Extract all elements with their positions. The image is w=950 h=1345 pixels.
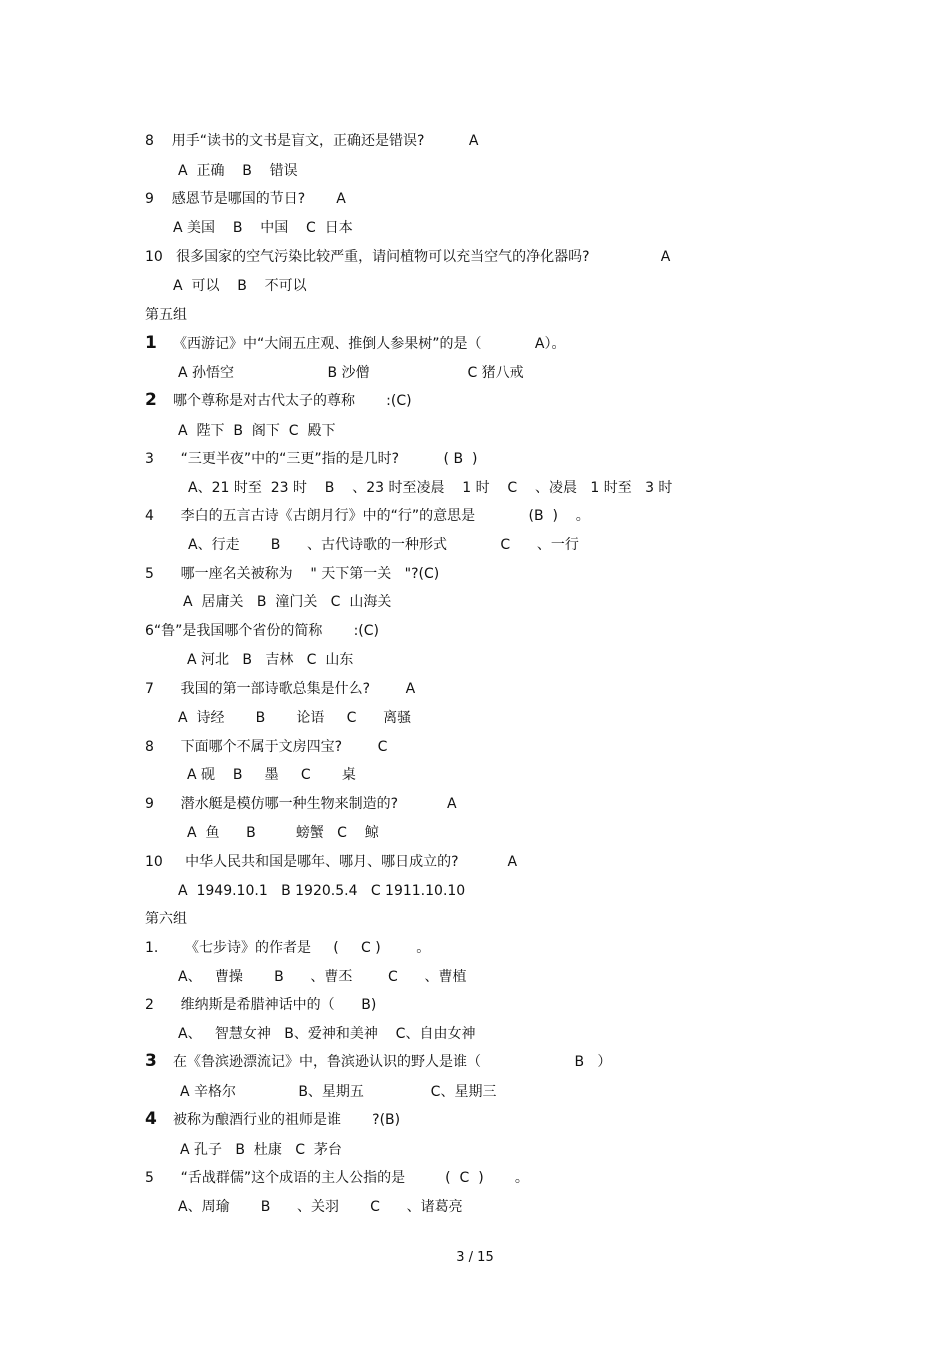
line-text: A、21 时至 23 时 B 、23 时至凌晨 1 时 C 、凌晨 1 时至 3 时	[188, 480, 673, 496]
answer-options-line	[183, 593, 391, 611]
question-line	[145, 391, 412, 410]
question-line	[145, 190, 346, 208]
question-number: 3	[145, 1051, 157, 1071]
answer-options-line	[173, 219, 353, 237]
line-text: 5 哪一座名关被称为 " 天下第一关 "?(C)	[145, 566, 440, 582]
line-text: 9 感恩节是哪国的节日? A	[145, 191, 346, 207]
line-text: A 美国 B 中国 C 日本	[173, 220, 353, 236]
question-line	[145, 1169, 529, 1187]
line-text: A、行走 B 、古代诗歌的一种形式 C 、一行	[188, 537, 579, 553]
answer-options-line	[178, 1025, 475, 1043]
line-text: A 鱼 B 螃蟹 C 鲸	[187, 825, 379, 841]
line-text: 4 李白的五言古诗《古朗月行》中的“行”的意思是 (B ) 。	[145, 508, 590, 524]
group-heading	[145, 306, 187, 324]
question-line	[145, 248, 670, 266]
answer-options-line	[187, 651, 353, 669]
question-line	[145, 939, 430, 957]
answer-options-line	[178, 162, 298, 180]
line-text: A 孙悟空 B 沙僧 C 猪八戒	[178, 365, 524, 381]
line-text: 7 我国的第一部诗歌总集是什么? A	[145, 681, 416, 697]
answer-options-line	[178, 364, 524, 382]
answer-options-line	[187, 766, 356, 784]
answer-options-line	[173, 277, 307, 295]
line-text: 在《鲁滨逊漂流记》中，鲁滨逊认识的野人是谁（ B ）	[173, 1054, 612, 1070]
group-heading	[145, 910, 187, 928]
line-text: 9 潜水艇是模仿哪一种生物来制造的? A	[145, 796, 457, 812]
page-number: 3 / 15	[456, 1250, 494, 1265]
answer-options-line	[187, 824, 379, 842]
answer-options-line	[180, 1141, 342, 1159]
line-text: 3 “三更半夜”中的“三更”指的是几时? ( B )	[145, 451, 478, 467]
line-text: 8 用手“读书的文书是盲文，正确还是错误? A	[145, 133, 479, 149]
line-text: 第六组	[145, 911, 187, 927]
line-text: 1. 《七步诗》的作者是 ( C ) 。	[145, 940, 431, 956]
question-line	[145, 853, 517, 871]
line-text: A 砚 B 墨 C 桌	[187, 767, 356, 783]
line-text: A、 智慧女神 B、爱神和美神 C、自由女神	[178, 1026, 476, 1042]
line-text: 被称为酿酒行业的祖师是谁 ?(B)	[173, 1112, 401, 1128]
line-text: A 居庸关 B 潼门关 C 山海关	[183, 594, 392, 610]
question-line	[145, 622, 379, 640]
question-line	[145, 1110, 400, 1129]
answer-options-line	[178, 709, 411, 727]
question-line	[145, 132, 478, 150]
question-line	[145, 738, 387, 756]
line-text: A 1949.10.1 B 1920.5.4 C 1911.10.10	[178, 883, 466, 899]
answer-options-line	[178, 968, 466, 986]
question-number: 4	[145, 1109, 157, 1129]
line-text: 5 “舌战群儒”这个成语的主人公指的是 ( C ) 。	[145, 1170, 529, 1186]
line-text: A、 曹操 B 、曹丕 C 、曹植	[178, 969, 467, 985]
line-text: A、周瑜 B 、关羽 C 、诸葛亮	[178, 1199, 463, 1215]
answer-options-line	[178, 882, 465, 900]
line-text: A 正确 B 错误	[178, 163, 298, 179]
line-text: 6“鲁”是我国哪个省份的简称 :(C)	[145, 623, 379, 639]
line-text: A 诗经 B 论语 C 离骚	[178, 710, 412, 726]
question-line	[145, 565, 439, 583]
line-text: 8 下面哪个不属于文房四宝? C	[145, 739, 388, 755]
line-text: A 孔子 B 杜康 C 茅台	[180, 1142, 342, 1158]
question-line	[145, 996, 376, 1014]
line-text: 哪个尊称是对古代太子的尊称 :(C)	[173, 393, 412, 409]
line-text: 10 中华人民共和国是哪年、哪月、哪日成立的? A	[145, 854, 518, 870]
question-number: 2	[145, 390, 157, 410]
line-text: 10 很多国家的空气污染比较严重，请问植物可以充当空气的净化器吗? A	[145, 249, 671, 265]
line-text: 2 维纳斯是希腊神话中的（ B)	[145, 997, 377, 1013]
question-line	[145, 450, 477, 468]
question-line	[145, 507, 590, 525]
answer-options-line	[188, 536, 579, 554]
answer-options-line	[178, 1198, 463, 1216]
line-text: A 可以 B 不可以	[173, 278, 307, 294]
question-line	[145, 334, 565, 353]
line-text: A 陛下 B 阁下 C 殿下	[178, 423, 336, 439]
question-line	[145, 1052, 611, 1071]
question-line	[145, 680, 415, 698]
answer-options-line	[180, 1083, 496, 1101]
line-text: A 河北 B 吉林 C 山东	[187, 652, 354, 668]
answer-options-line	[178, 422, 335, 440]
answer-options-line	[188, 479, 672, 497]
line-text: 《西游记》中“大闹五庄观、推倒人参果树”的是（ A）。	[173, 336, 566, 352]
question-number: 1	[145, 333, 157, 353]
line-text: A 辛格尔 B、星期五 C、星期三	[180, 1084, 497, 1100]
question-line	[145, 795, 457, 813]
line-text: 第五组	[145, 307, 187, 323]
